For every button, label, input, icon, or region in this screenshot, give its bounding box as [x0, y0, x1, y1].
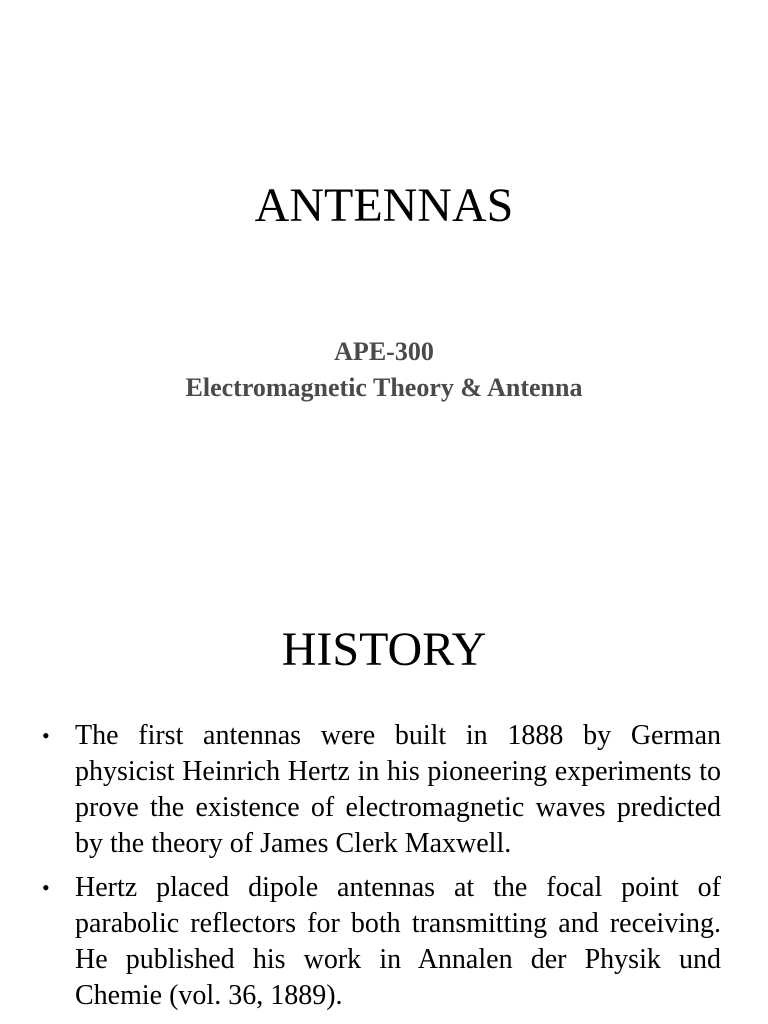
bullet-text: The first antennas were built in 1888 by German physicist Heinrich Hertz in his pioneering experiments to prove the existence of electromagnetic waves predicted by the theory of James Clerk Maxwell. [75, 720, 721, 859]
course-name: Electromagnetic Theory & Antenna [185, 373, 583, 402]
section-title: HISTORY [281, 623, 487, 676]
slide-title: ANTENNAS [254, 179, 514, 232]
slide-subtitle [0, 334, 768, 406]
bullet-item [0, 718, 768, 862]
bullet-list [0, 718, 768, 1022]
bullet-icon: • [42, 875, 50, 900]
course-code: APE-300 [334, 337, 434, 366]
history-slide [0, 576, 768, 1024]
bullet-icon: • [42, 723, 50, 748]
bullet-item [0, 870, 768, 1014]
bullet-text: Hertz placed dipole antennas at the focal point of parabolic reflectors for both transmitting and receiving. He published his work in Annalen der Physik und Chemie (vol. 36, 1889). [75, 872, 721, 1011]
